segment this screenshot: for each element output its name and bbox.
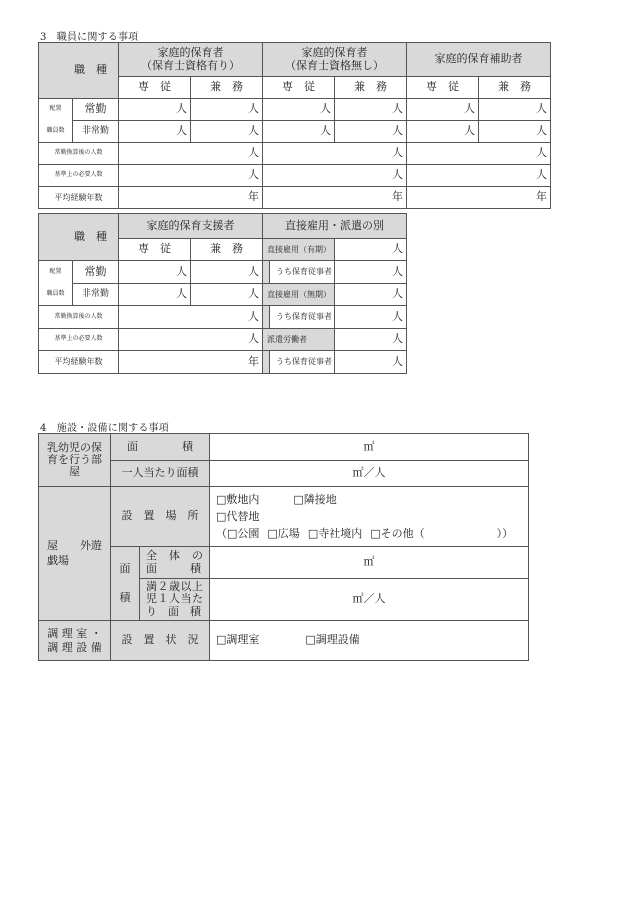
staff-table-1	[38, 42, 551, 209]
checkbox-rinsetsu[interactable]: □隣接地	[293, 492, 337, 506]
label-kijun: 基準上の必要人数	[39, 165, 119, 187]
header-kenmu: 兼 務	[335, 77, 407, 99]
label-uchi-hoiku: うち保育従事者	[263, 306, 335, 329]
cell-person: 人	[335, 351, 407, 374]
cell-person: 人	[479, 121, 551, 143]
cell-person: 人	[407, 143, 551, 165]
cell-person: 人	[335, 99, 407, 121]
cell-year: 年	[407, 187, 551, 209]
facility-table	[38, 433, 529, 661]
cell-person: 人	[191, 99, 263, 121]
cell-person: 人	[335, 239, 407, 261]
label-zentai: 全 体 の面 積	[140, 547, 210, 579]
cell-room-per-person: ㎡／人	[210, 461, 529, 487]
cell-person: 人	[119, 165, 263, 187]
checkbox-jisha[interactable]: □寺社境内	[307, 527, 363, 541]
label-uchi-hoiku: うち保育従事者	[263, 351, 335, 374]
checkbox-sonota[interactable]: □その他（	[370, 527, 425, 541]
label-shokuinsu: 職員数	[39, 284, 73, 306]
checkbox-hiroba[interactable]: □広場	[267, 527, 300, 541]
header-shokushu: 職 種	[39, 43, 119, 99]
label-chokusetsu-yuki: 直接雇用（有期）	[263, 239, 335, 261]
label-age2: 満２歳以上児１人当たり 面 積	[140, 579, 210, 621]
checkbox-chorisetsubi[interactable]: □調理設備	[305, 633, 360, 647]
label-setchi-jokyo: 設 置 状 況	[111, 621, 210, 661]
label-jokin-kansan: 常勤換算後の人数	[39, 143, 119, 165]
header-senju: 専 従	[263, 77, 335, 99]
label-uchi-hoiku: うち保育従事者	[263, 261, 335, 284]
header-senju: 専 従	[407, 77, 479, 99]
cell-person: 人	[335, 261, 407, 284]
label-kijun: 基準上の必要人数	[39, 329, 119, 351]
checkbox-chorishitsu[interactable]: □調理室	[216, 633, 260, 647]
label-heikin-nensu: 平均経験年数	[39, 351, 119, 374]
header-hoikusha-licensed: 家庭的保育者 （保育士資格有り）	[119, 43, 263, 77]
header-shiensha: 家庭的保育支援者	[119, 214, 263, 239]
cell-person: 人	[407, 165, 551, 187]
cell-person: 人	[119, 306, 263, 329]
header-hoikusha-unlicensed: 家庭的保育者 （保育士資格無し）	[263, 43, 407, 77]
header-senju: 専 従	[119, 239, 191, 261]
cell-person: 人	[191, 121, 263, 143]
label-per-person: 一人当たり面積	[111, 461, 210, 487]
cell-setchi-options	[210, 487, 529, 547]
staff-table-2	[38, 213, 407, 374]
header-koyo-haken: 直接雇用・派遣の別	[263, 214, 407, 239]
cell-year: 年	[119, 351, 263, 374]
header-kenmu: 兼 務	[191, 239, 263, 261]
header-hojosha: 家庭的保育補助者	[407, 43, 551, 77]
cell-outdoor-per-person: ㎡／人	[210, 579, 529, 621]
cell-person: 人	[119, 329, 263, 351]
cell-person: 人	[263, 121, 335, 143]
section4-title: 4 施設・設備に関する事項	[40, 423, 169, 434]
label-kitchen: 調 理 室 ・調 理 設 備	[39, 621, 111, 661]
cell-person: 人	[119, 284, 191, 306]
cell-person: 人	[335, 306, 407, 329]
checkbox-kouen[interactable]: （□公園	[216, 527, 260, 541]
label-outdoor: 屋 外遊戯場	[39, 487, 111, 621]
checkbox-daitai[interactable]: □代替地	[216, 509, 260, 523]
label-jokin: 常勤	[73, 99, 119, 121]
cell-person: 人	[407, 121, 479, 143]
header-kenmu: 兼 務	[479, 77, 551, 99]
cell-person: 人	[119, 99, 191, 121]
label-room: 乳幼児の保育を行う部屋	[39, 434, 111, 487]
cell-year: 年	[263, 187, 407, 209]
paren-close: ））	[496, 527, 514, 541]
label-heikin-nensu: 平均経験年数	[39, 187, 119, 209]
checkbox-shikichi[interactable]: □敷地内	[216, 492, 260, 506]
cell-person: 人	[263, 165, 407, 187]
cell-person: 人	[119, 261, 191, 284]
label-jokin: 常勤	[73, 261, 119, 284]
label-jokin-kansan: 常勤換算後の人数	[39, 306, 119, 329]
label-haichi: 配置	[39, 261, 73, 284]
header-senju: 専 従	[119, 77, 191, 99]
cell-person: 人	[191, 261, 263, 284]
cell-person: 人	[335, 329, 407, 351]
cell-outdoor-area: ㎡	[210, 547, 529, 579]
cell-year: 年	[119, 187, 263, 209]
cell-person: 人	[119, 143, 263, 165]
label-hijokin: 非常勤	[73, 284, 119, 306]
label-setchi-basho: 設 置 場 所	[111, 487, 210, 547]
cell-room-area: ㎡	[210, 434, 529, 461]
label-haken: 派遣労働者	[263, 329, 335, 351]
label-hijokin: 非常勤	[73, 121, 119, 143]
cell-person: 人	[263, 99, 335, 121]
cell-person: 人	[263, 143, 407, 165]
cell-person: 人	[191, 284, 263, 306]
label-shokuinsu: 職員数	[39, 121, 73, 143]
cell-kitchen-options	[210, 621, 529, 661]
cell-person: 人	[479, 99, 551, 121]
section3-title: 3 職員に関する事項	[40, 32, 139, 43]
label-chokusetsu-muki: 直接雇用（無期）	[263, 284, 335, 306]
label-menseki: 面 積	[111, 434, 210, 461]
header-kenmu: 兼 務	[191, 77, 263, 99]
label-haichi: 配置	[39, 99, 73, 121]
cell-person: 人	[119, 121, 191, 143]
label-men-seki: 面 積	[111, 547, 140, 621]
cell-person: 人	[335, 284, 407, 306]
header-shokushu: 職 種	[39, 214, 119, 261]
cell-person: 人	[335, 121, 407, 143]
cell-person: 人	[407, 99, 479, 121]
